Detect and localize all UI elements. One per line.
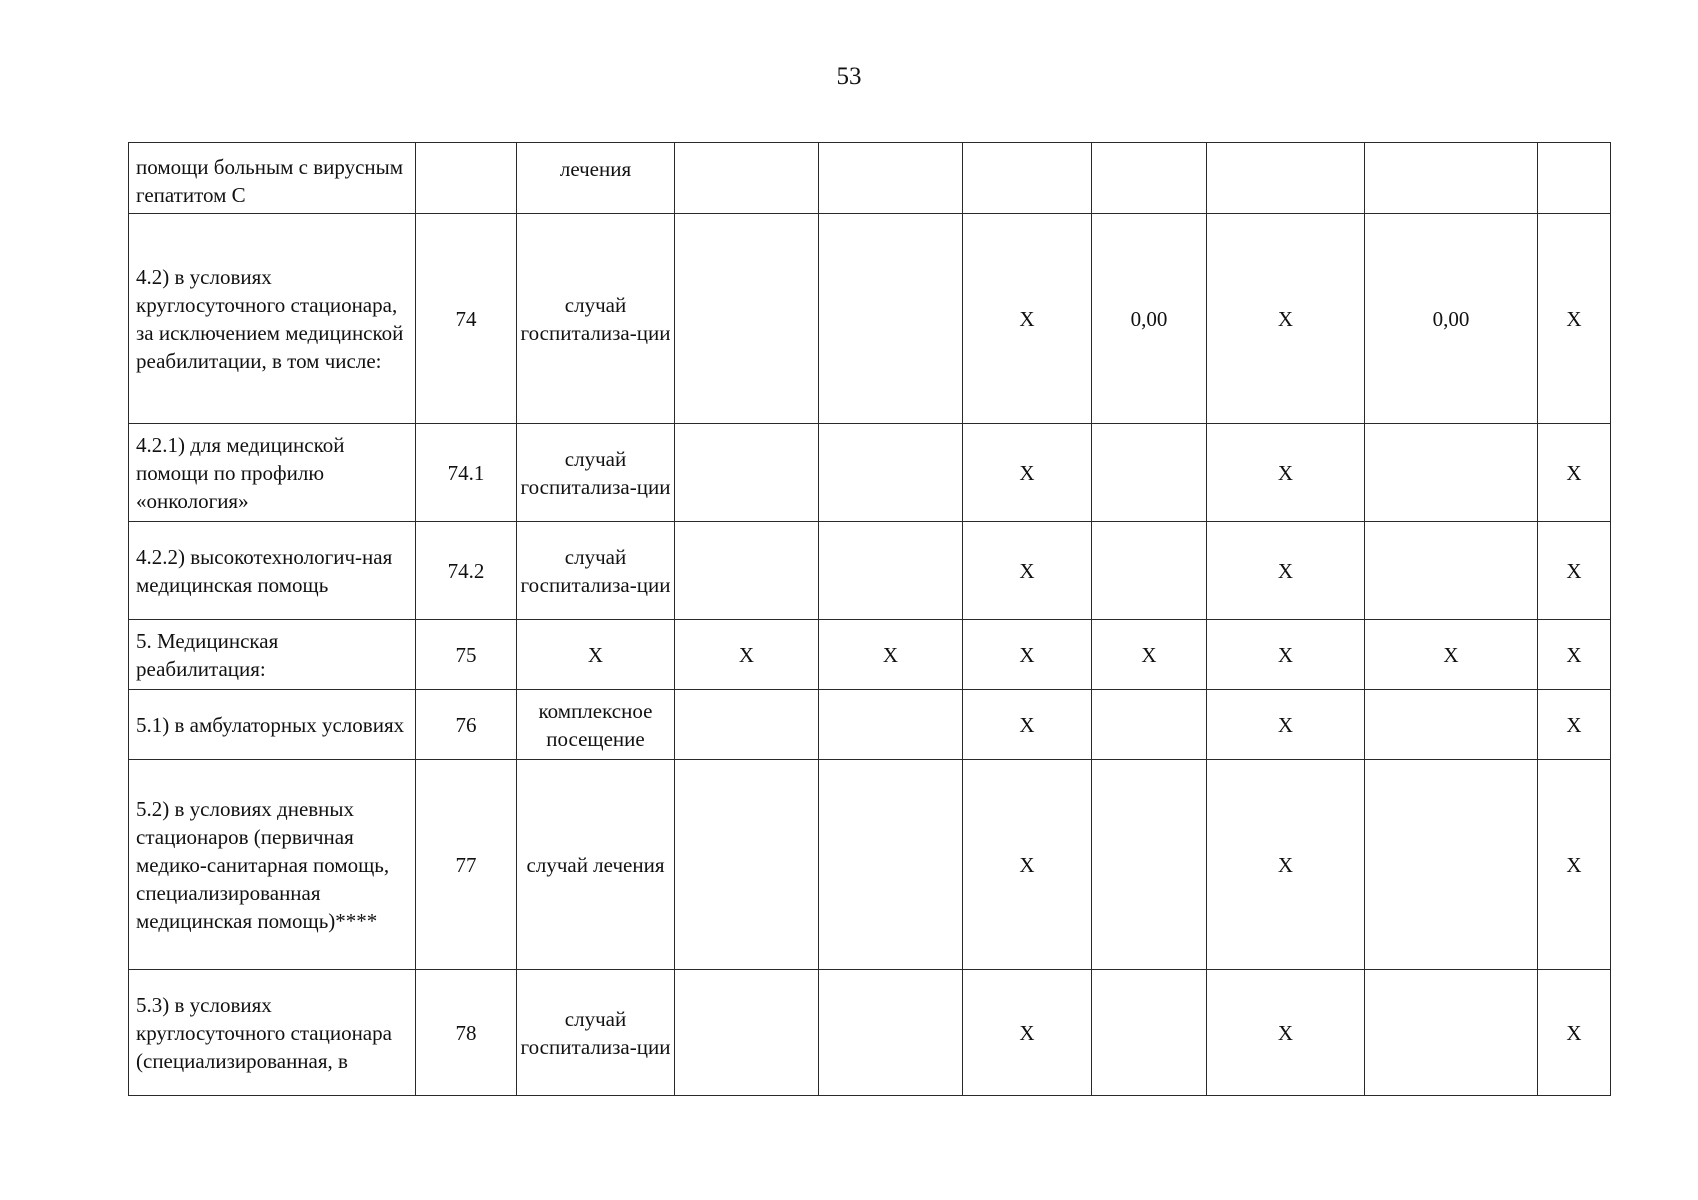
table-cell-col-7: X <box>1207 970 1365 1096</box>
table-cell-col-0: 4.2) в условиях круглосуточного стационара, за исключением медицинской реабилитации, в том числе: <box>129 214 416 424</box>
table-cell-col-8: X <box>1365 620 1538 690</box>
table-cell-col-8 <box>1365 143 1538 214</box>
table-row <box>129 424 1611 522</box>
table-row <box>129 970 1611 1096</box>
table-row <box>129 760 1611 970</box>
table-cell-col-5: X <box>963 760 1092 970</box>
table-row <box>129 214 1611 424</box>
table-cell-col-6 <box>1092 690 1207 760</box>
table-cell-col-8 <box>1365 970 1538 1096</box>
table-cell-col-2: случай госпитализа-ции <box>517 522 675 620</box>
table-cell-col-7: X <box>1207 760 1365 970</box>
table-cell-col-6: 0,00 <box>1092 214 1207 424</box>
table-cell-col-8 <box>1365 760 1538 970</box>
table-cell-col-0: 5.2) в условиях дневных стационаров (первичная медико-санитарная помощь, специализированная медицинская помощь)**** <box>129 760 416 970</box>
table-cell-col-0: 4.2.2) высокотехнологич-ная медицинская помощь <box>129 522 416 620</box>
table-cell-col-1: 74.2 <box>416 522 517 620</box>
table-cell-col-2: лечения <box>517 143 675 214</box>
table-cell-col-0: помощи больным с вирусным гепатитом С <box>129 143 416 214</box>
table-cell-col-5: X <box>963 970 1092 1096</box>
table-cell-col-2: случай госпитализа-ции <box>517 970 675 1096</box>
table-cell-col-3: X <box>675 620 819 690</box>
table-cell-col-1: 74.1 <box>416 424 517 522</box>
table-cell-col-8 <box>1365 522 1538 620</box>
table-cell-col-5: X <box>963 214 1092 424</box>
table-cell-col-3 <box>675 760 819 970</box>
table-cell-col-5: X <box>963 620 1092 690</box>
table-cell-col-3 <box>675 970 819 1096</box>
table-cell-col-3 <box>675 214 819 424</box>
table-cell-col-1: 74 <box>416 214 517 424</box>
table-cell-col-9: X <box>1538 760 1611 970</box>
table-cell-col-7: X <box>1207 620 1365 690</box>
table-cell-col-9: X <box>1538 970 1611 1096</box>
table-cell-col-3 <box>675 143 819 214</box>
table-cell-col-7: X <box>1207 424 1365 522</box>
table-cell-col-1: 76 <box>416 690 517 760</box>
table-cell-col-8 <box>1365 424 1538 522</box>
table-cell-col-7: X <box>1207 214 1365 424</box>
table-cell-col-4 <box>819 690 963 760</box>
table-cell-col-9: X <box>1538 424 1611 522</box>
table-cell-col-3 <box>675 690 819 760</box>
table-cell-col-1: 77 <box>416 760 517 970</box>
table-cell-col-3 <box>675 522 819 620</box>
table-cell-col-6: X <box>1092 620 1207 690</box>
table-row <box>129 690 1611 760</box>
table-cell-col-7: X <box>1207 690 1365 760</box>
table-cell-col-4 <box>819 143 963 214</box>
table-cell-col-1: 75 <box>416 620 517 690</box>
table-cell-col-9: X <box>1538 214 1611 424</box>
table-cell-col-1 <box>416 143 517 214</box>
table-cell-col-7: X <box>1207 522 1365 620</box>
table-cell-col-4: X <box>819 620 963 690</box>
table-row <box>129 620 1611 690</box>
table-cell-col-4 <box>819 522 963 620</box>
table-cell-col-2: комплексное посещение <box>517 690 675 760</box>
table-cell-col-9: X <box>1538 522 1611 620</box>
table-cell-col-5: X <box>963 522 1092 620</box>
table-cell-col-5: X <box>963 424 1092 522</box>
table-cell-col-0: 4.2.1) для медицинской помощи по профилю «онкология» <box>129 424 416 522</box>
table-cell-col-2: случай лечения <box>517 760 675 970</box>
table-cell-col-6 <box>1092 424 1207 522</box>
table-cell-col-9 <box>1538 143 1611 214</box>
table-cell-col-0: 5.3) в условиях круглосуточного стационара (специализированная, в <box>129 970 416 1096</box>
table-cell-col-4 <box>819 970 963 1096</box>
table-cell-col-4 <box>819 214 963 424</box>
table-cell-col-9: X <box>1538 690 1611 760</box>
table-cell-col-0: 5.1) в амбулаторных условиях <box>129 690 416 760</box>
table-cell-col-7 <box>1207 143 1365 214</box>
data-table <box>128 142 1611 1096</box>
table-cell-col-6 <box>1092 522 1207 620</box>
table-cell-col-3 <box>675 424 819 522</box>
table-cell-col-9: X <box>1538 620 1611 690</box>
table-cell-col-6 <box>1092 143 1207 214</box>
table-cell-col-4 <box>819 760 963 970</box>
table-cell-col-6 <box>1092 970 1207 1096</box>
table-cell-col-4 <box>819 424 963 522</box>
table-cell-col-2: X <box>517 620 675 690</box>
page-number: 53 <box>836 63 862 90</box>
table-cell-col-2: случай госпитализа-ции <box>517 214 675 424</box>
table-cell-col-8: 0,00 <box>1365 214 1538 424</box>
table-body <box>129 143 1611 1096</box>
table-cell-col-8 <box>1365 690 1538 760</box>
table-cell-col-1: 78 <box>416 970 517 1096</box>
table-cell-col-2: случай госпитализа-ции <box>517 424 675 522</box>
table-row <box>129 143 1611 214</box>
table-row <box>129 522 1611 620</box>
table-cell-col-5: X <box>963 690 1092 760</box>
table-cell-col-6 <box>1092 760 1207 970</box>
table-cell-col-0: 5. Медицинская реабилитация: <box>129 620 416 690</box>
table-cell-col-5 <box>963 143 1092 214</box>
